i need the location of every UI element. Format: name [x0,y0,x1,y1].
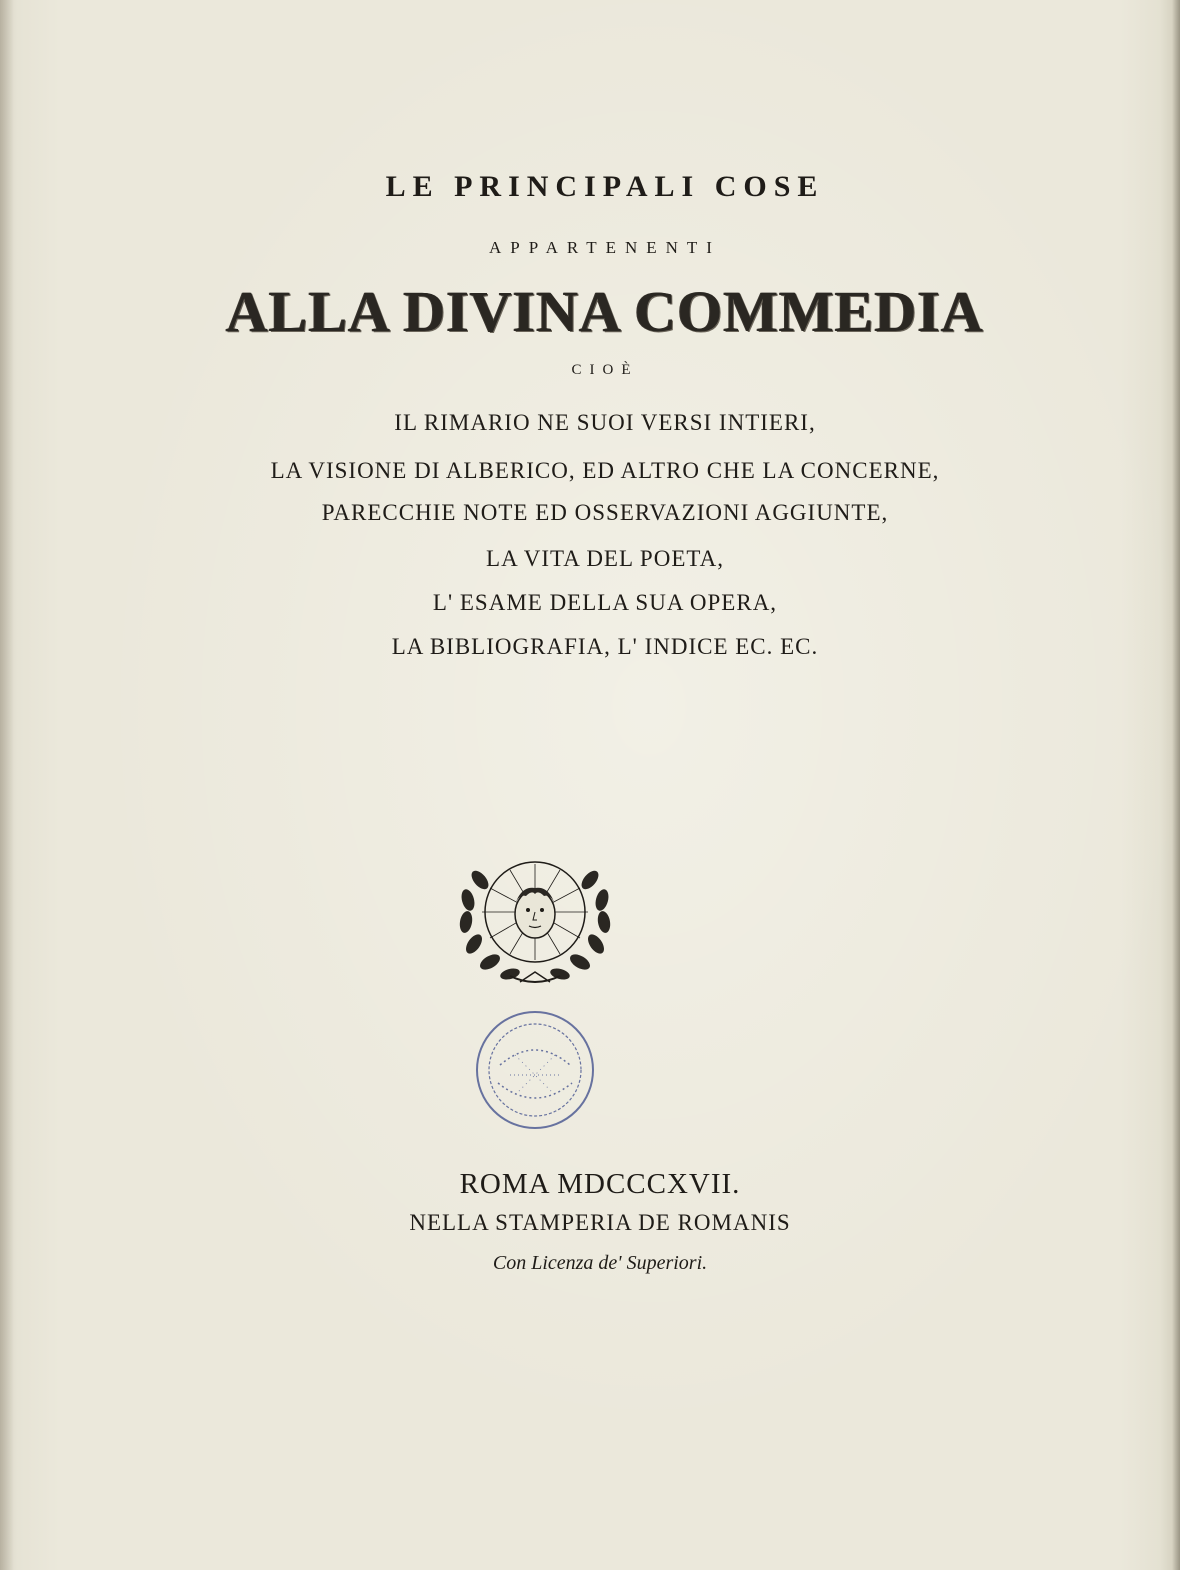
contents-line: IL RIMARIO NE SUOI VERSI INTIERI, [394,410,816,435]
library-stamp-icon [470,1005,600,1135]
title-line-1: LE PRINCIPALI COSE [385,170,825,203]
contents-line: LA VITA DEL POETA, [486,546,724,571]
contents-line: PARECCHIE NOTE ED OSSERVAZIONI AGGIUNTE, [321,500,889,525]
contents-line: L' ESAME DELLA SUA OPERA, [432,590,778,615]
contents-line: LA BIBLIOGRAFIA, L' INDICE EC. EC. [391,634,819,659]
main-title: ALLA DIVINA COMMEDIA [226,279,984,344]
imprint-license: Con Licenza de' Superiori. [492,1252,708,1274]
title-line-2: APPARTENENTI [489,238,721,257]
imprint-place-date: ROMA MDCCCXVII. [459,1168,741,1200]
spine-shadow [0,0,14,1570]
page-edge [1172,0,1180,1570]
laurel-wreath-with-face-icon [450,850,620,990]
contents-line: LA VISIONE DI ALBERICO, ED ALTRO CHE LA CONCERNE, [270,458,940,483]
imprint-printer: NELLA STAMPERIA DE ROMANIS [409,1210,791,1235]
title-line-4: CIOÈ [571,362,639,378]
